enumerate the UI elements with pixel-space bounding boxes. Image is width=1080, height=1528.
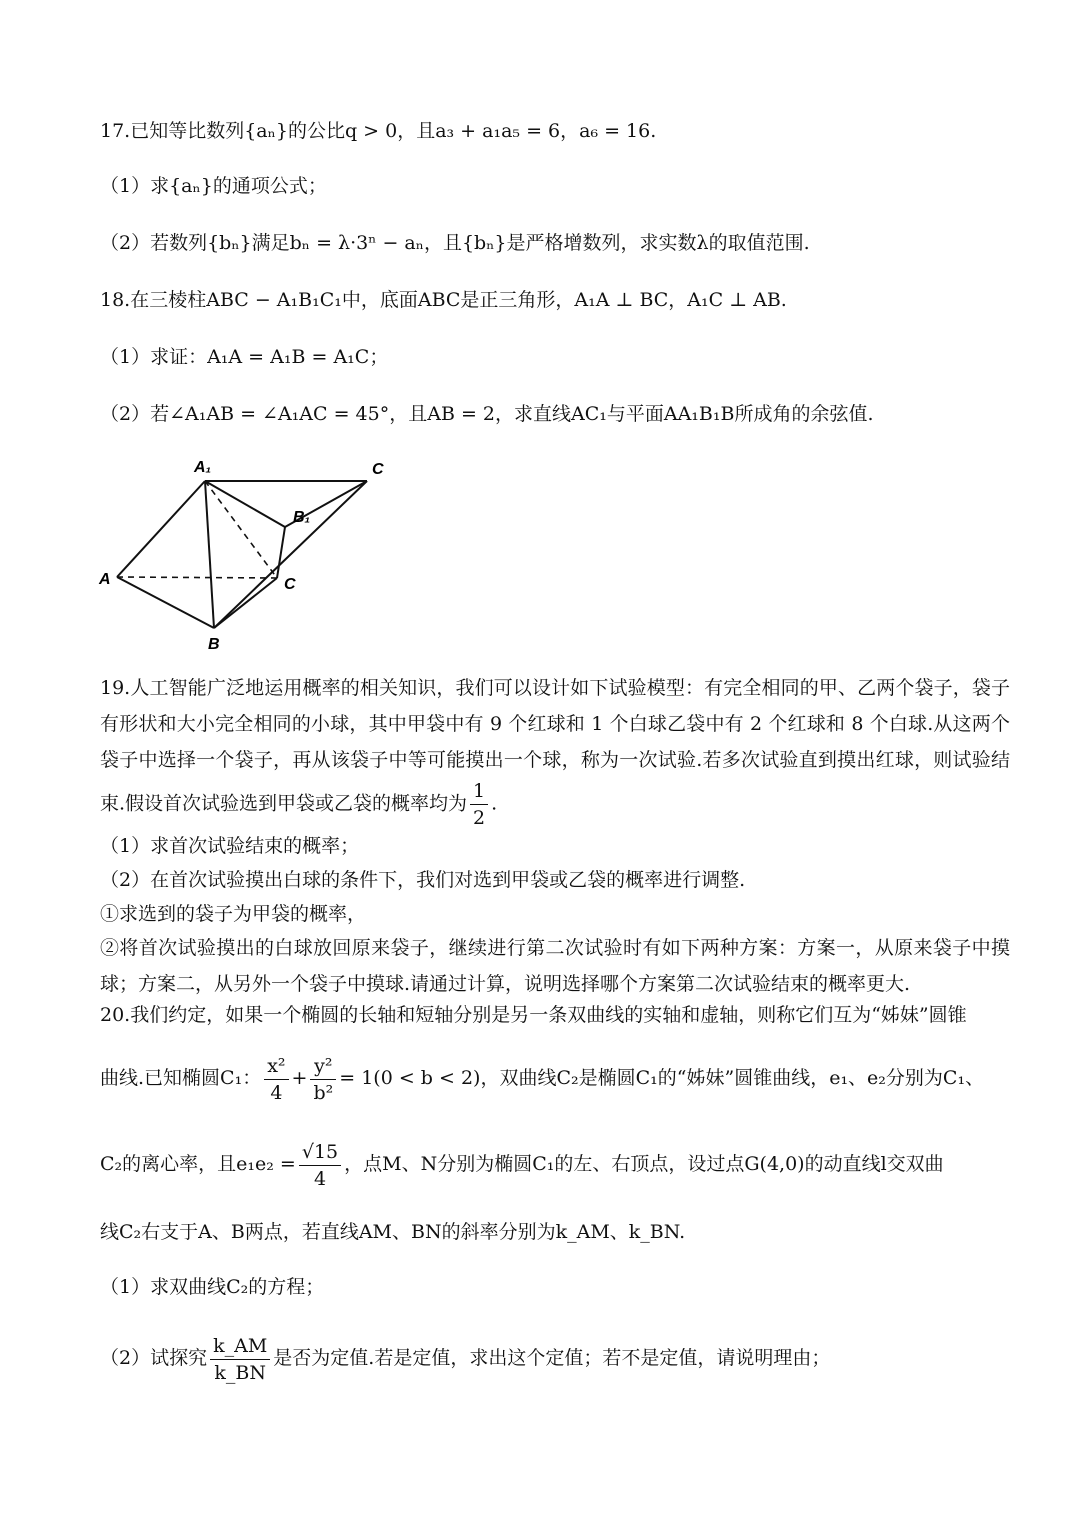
eccentricity-numerator: √15: [299, 1139, 341, 1166]
slope-ratio-numerator: k_AM: [210, 1333, 270, 1360]
problem-19-part-2: （2）在首次试验摸出白球的条件下，我们对选到甲袋或乙袋的概率进行调整.: [100, 869, 746, 891]
edge-a1-b1: [205, 481, 285, 527]
edge-b1-c: [277, 527, 285, 578]
problem-19-stem-end: .: [491, 792, 498, 815]
edge-b-c: [214, 578, 277, 628]
problem-19-part-1: （1）求首次试验结束的概率；: [100, 835, 360, 857]
ellipse-y-numerator: y²: [310, 1053, 336, 1080]
hidden-edge-a1-c: [205, 481, 277, 578]
label-b1: B₁: [293, 509, 311, 526]
label-b: B: [208, 636, 220, 653]
problem-20-line-2-start: 曲线.已知椭圆C₁：: [100, 1067, 262, 1089]
fraction-one-half: [470, 778, 488, 831]
problem-20-part-1: （1）求双曲线C₂的方程；: [100, 1276, 325, 1298]
problem-20-part-2-end: 是否为定值.若是定值，求出这个定值；若不是定值，请说明理由；: [273, 1347, 831, 1369]
slope-ratio-denominator: k_BN: [214, 1361, 266, 1384]
problem-18-stem: 18.在三棱柱ABC − A₁B₁C₁中，底面ABC是正三角形，A₁A ⊥ BC，A₁C ⊥ AB.: [100, 289, 787, 311]
edge-a1-a: [117, 481, 205, 577]
problem-20-line-3-end: ，点M、N分别为椭圆C₁的左、右顶点，设过点G(4,0)的动直线l交双曲: [344, 1153, 944, 1175]
label-c1: C: [372, 461, 384, 478]
label-a1: A₁: [194, 459, 212, 476]
eccentricity-fraction: [299, 1139, 341, 1192]
edge-a1-b: [205, 481, 214, 628]
problem-20-line-3-start: C₂的离心率，且e₁e₂ =: [100, 1153, 296, 1175]
problem-20-part-2-start: （2）试探究: [100, 1347, 208, 1369]
slope-ratio-fraction: [210, 1333, 270, 1386]
problem-19-part-2-sub-2: ②将首次试验摸出的白球放回原来袋子，继续进行第二次试验时有如下两种方案：方案一，从原来袋子中摸球；方案二，从另外一个袋子中摸球.请通过计算，说明选择哪个方案第二次试验结束的概率更大.: [100, 937, 1010, 995]
problem-20-line-2: [100, 1048, 1010, 1108]
edge-a-b: [117, 577, 214, 628]
problem-20-line-4: 线C₂右支于A、B两点，若直线AM、BN的斜率分别为k_AM、k_BN.: [100, 1221, 686, 1243]
problem-20-line-3: [100, 1134, 1010, 1194]
plus-sign: +: [291, 1067, 308, 1089]
ellipse-y-denominator: b²: [313, 1081, 334, 1104]
ellipse-x-numerator: x²: [264, 1053, 288, 1080]
fraction-denominator: 2: [473, 807, 486, 829]
problem-20-part-2: [100, 1328, 1010, 1388]
prism-figure: [92, 452, 402, 662]
label-a: A: [99, 571, 111, 588]
problem-18-part-1: （1）求证：A₁A = A₁B = A₁C；: [100, 346, 389, 368]
problem-19-stem: [100, 670, 1010, 831]
problem-20-line-2-end: = 1(0 < b < 2)，双曲线C₂是椭圆C₁的“姊妹”圆锥曲线，e₁、e₂分别为C₁、: [339, 1067, 985, 1089]
problem-17-part-1: （1）求{aₙ}的通项公式；: [100, 175, 327, 197]
problem-18-part-2: （2）若∠A₁AB = ∠A₁AC = 45°，且AB = 2，求直线AC₁与平面AA₁B₁B所成角的余弦值.: [100, 403, 874, 425]
hidden-edge-a-c: [117, 577, 277, 578]
problem-17-stem: 17.已知等比数列{aₙ}的公比q > 0，且a₃ + a₁a₅ = 6，a₆ = 16.: [100, 120, 657, 142]
problem-19-stem-text: 19.人工智能广泛地运用概率的相关知识，我们可以设计如下试验模型：有完全相同的甲、乙两个袋子，袋子有形状和大小完全相同的小球，其中甲袋中有 9 个红球和 1 个白球乙袋中有 2 个红球和 8 个白球.从这两个袋子中选择一个袋子，再从该袋子中等可能摸出一个球，称为一次试验.若多次试验直到摸出红球，则试验结束.假设首次试验选到甲袋或乙袋的概率均为: [100, 677, 1010, 815]
edge-b-c1: [214, 481, 367, 628]
fraction-numerator: 1: [470, 778, 488, 805]
ellipse-y-fraction: [310, 1053, 336, 1106]
problem-19-part-2-sub-1: ①求选到的袋子为甲袋的概率，: [100, 903, 367, 925]
problem-20-line-1: 20.我们约定，如果一个椭圆的长轴和短轴分别是另一条双曲线的实轴和虚轴，则称它们互为“姊妹”圆锥: [100, 1004, 967, 1026]
ellipse-x-fraction: [264, 1053, 288, 1106]
ellipse-x-denominator: 4: [270, 1081, 283, 1104]
eccentricity-denominator: 4: [313, 1167, 327, 1190]
problem-17-part-2: （2）若数列{bₙ}满足bₙ = λ·3ⁿ − aₙ，且{bₙ}是严格增数列，求实数λ的取值范围.: [100, 232, 810, 254]
label-c: C: [284, 576, 296, 593]
